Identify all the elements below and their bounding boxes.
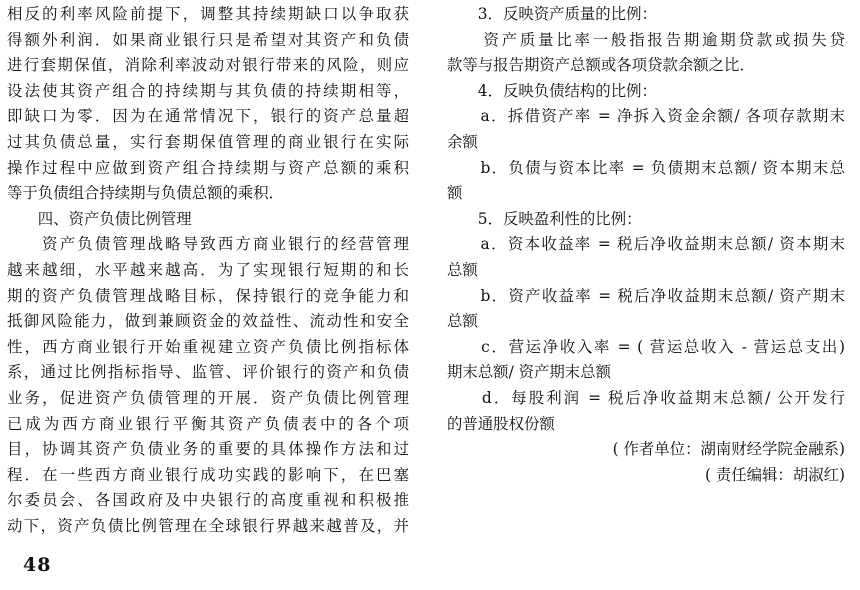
text-line: 总额 <box>447 260 478 279</box>
text-line: 4．反映负债结构的比例： <box>447 81 657 100</box>
text-line: 期的资产负债管理战略目标，保持银行的竞争能力和 <box>7 286 409 305</box>
right-column <box>447 2 845 488</box>
text-line: 越来越细，水平越来越高．为了实现银行短期的和长 <box>7 260 409 279</box>
text-line: 设法使其资产组合的持续期与其负债的持续期相等， <box>7 81 409 100</box>
text-line: 等于负债组合持续期与负债总额的乘积． <box>7 184 285 203</box>
text-line: 余额 <box>447 132 478 151</box>
text-line: b．负债与资本比率 = 负债期末总额/ 资本期末总 <box>447 158 845 177</box>
left-column <box>7 2 409 539</box>
text-line: 额 <box>447 184 463 203</box>
page-number: 48 <box>23 554 52 576</box>
text-line: 资产负债管理战略导致西方商业银行的经营管理 <box>7 235 409 254</box>
text-line: 的普通股权份额 <box>447 414 555 433</box>
text-line: c．营运净收入率 = ( 营运总收入 - 营运总支出) <box>447 337 845 356</box>
text-line: 进行套期保值，消除利率波动对银行带来的风险，则应 <box>7 56 409 75</box>
text-line: ( 责任编辑：胡淑红) <box>704 465 845 484</box>
text-line: 得额外利润．如果商业银行只是希望对其资产和负债 <box>7 30 409 49</box>
text-line: a．资本收益率 = 税后净收益期末总额/ 资本期末 <box>447 235 845 254</box>
text-line: a．拆借资产率 = 净拆入资金余额/ 各项存款期末 <box>447 107 845 126</box>
text-line: 性，西方商业银行开始重视建立资产负债比例指标体 <box>7 337 409 356</box>
text-line: 尔委员会、各国政府及中央银行的高度重视和积极推 <box>7 491 409 510</box>
text-line: 即缺口为零．因为在通常情况下，银行的资产总量超 <box>7 107 409 126</box>
text-line: 系，通过比例指标指导、监管、评价银行的资产和负债 <box>7 363 409 382</box>
text-line: 已成为西方商业银行平衡其资产负债表中的各个项 <box>7 414 409 433</box>
text-line: 过其负债总量，实行套期保值管理的商业银行在实际 <box>7 132 409 151</box>
text-line: 操作过程中应做到资产组合持续期与资产总额的乘积 <box>7 158 409 177</box>
text-line: 程．在一些西方商业银行成功实践的影响下，在巴塞 <box>7 465 409 484</box>
text-line: 期末总额/ 资产期末总额 <box>447 363 611 382</box>
text-line: 抵御风险能力，做到兼顾资金的效益性、流动性和安全 <box>7 312 409 331</box>
text-line: 款等与报告期资产总额或各项贷款余额之比． <box>447 56 755 75</box>
text-line: 四、资产负债比例管理 <box>7 209 192 228</box>
text-line: ( 作者单位：湖南财经学院金融系) <box>612 440 845 459</box>
text-line: 业务，促进资产负债管理的开展．资产负债比例管理 <box>7 388 409 407</box>
text-line: 5．反映盈利性的比例： <box>447 209 642 228</box>
text-line: 目，协调其资产负债业务的重要的具体操作方法和过 <box>7 440 409 459</box>
text-line: 资产质量比率一般指报告期逾期贷款或损失贷 <box>447 30 845 49</box>
text-line: b．资产收益率 = 税后净收益期末总额/ 资产期末 <box>447 286 845 305</box>
text-line: 3．反映资产质量的比例： <box>447 5 657 23</box>
text-line: d．每股利润 = 税后净收益期末总额/ 公开发行 <box>447 388 845 407</box>
text-line: 相反的利率风险前提下，调整其持续期缺口以争取获 <box>7 5 409 23</box>
text-line: 动下，资产负债比例管理在全球银行界越来越普及，并 <box>7 516 409 535</box>
text-line: 总额 <box>447 312 478 331</box>
